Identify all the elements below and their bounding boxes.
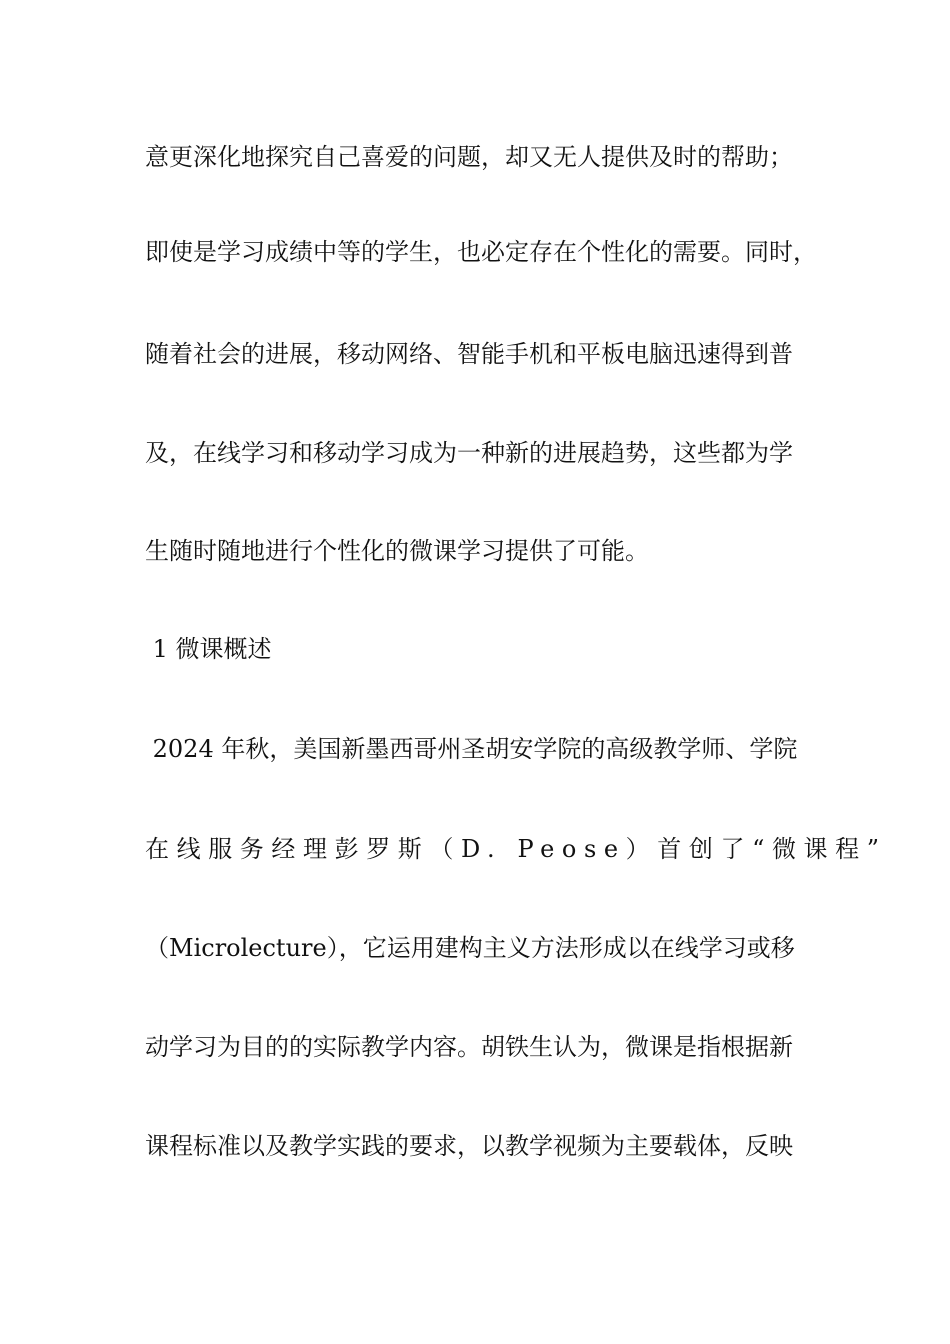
text-line: 意更深化地探究自己喜爱的问题，却又无人提供及时的帮助； — [145, 143, 793, 171]
text-line: 及，在线学习和移动学习成为一种新的进展趋势，这些都为学 — [145, 439, 793, 467]
section-heading: 1 微课概述 — [145, 635, 272, 663]
text-line: 生随时随地进行个性化的微课学习提供了可能。 — [145, 537, 649, 565]
text-line: 随着社会的进展，移动网络、智能手机和平板电脑迅速得到普 — [145, 340, 793, 368]
text-line: 动学习为目的的实际教学内容。胡铁生认为，微课是指根据新 — [145, 1033, 793, 1061]
text-line: 2024 年秋，美国新墨西哥州圣胡安学院的高级教学师、学院 — [145, 735, 798, 763]
text-line: 课程标准以及教学实践的要求，以教学视频为主要载体，反映 — [145, 1132, 793, 1160]
text-line: 在线服务经理彭罗斯（D. Peose）首创了“微课程” — [145, 835, 887, 863]
text-line: （Microlecture），它运用建构主义方法形成以在线学习或移 — [145, 934, 795, 962]
text-line: 即使是学习成绩中等的学生，也必定存在个性化的需要。同时， — [145, 238, 817, 266]
